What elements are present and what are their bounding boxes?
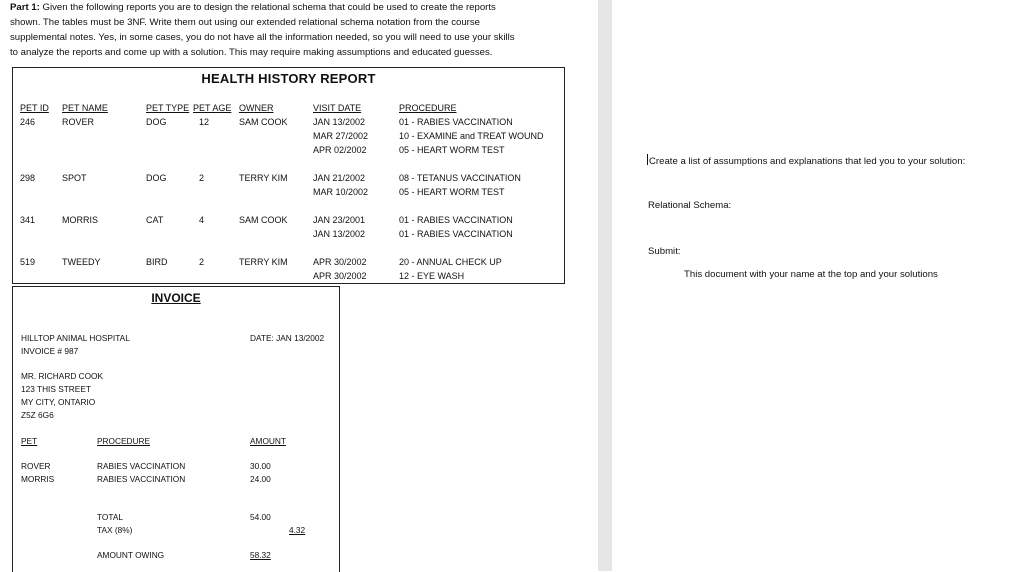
invoice-number: INVOICE # 987 [21, 346, 79, 356]
assumptions-prompt[interactable] [647, 154, 965, 167]
submit-instructions: This document with your name at the top and your solutions [684, 269, 938, 280]
amount-owing-label: AMOUNT OWING [97, 550, 165, 560]
visit-date-cell: APR 30/2002 [313, 271, 367, 281]
page-gutter [598, 0, 612, 571]
total-label: TOTAL [97, 512, 123, 522]
column-header-pet-id: PET ID [20, 103, 49, 113]
pet-age-cell: 2 [199, 257, 205, 267]
owner-cell: TERRY KIM [239, 257, 288, 267]
visit-date-cell: JAN 13/2002 [313, 229, 366, 239]
total-amount: 54.00 [250, 512, 271, 522]
tax-amount: 4.32 [289, 525, 306, 535]
pet-id-cell: 341 [20, 215, 36, 225]
clinic-name: HILLTOP ANIMAL HOSPITAL [21, 333, 130, 343]
visit-date-cell: JAN 21/2002 [313, 173, 366, 183]
pet-name-cell: ROVER [62, 117, 95, 127]
visit-date-cell: MAR 10/2002 [313, 187, 369, 197]
procedure-cell: 12 - EYE WASH [399, 271, 465, 281]
document-page-right [612, 0, 1024, 571]
procedure-cell: 08 - TETANUS VACCINATION [399, 173, 521, 183]
invoice-header-pet: PET [21, 436, 38, 446]
pet-type-cell: DOG [146, 173, 167, 183]
pet-age-cell: 2 [199, 173, 205, 183]
visit-date-cell: JAN 23/2001 [313, 215, 366, 225]
procedure-cell: 20 - ANNUAL CHECK UP [399, 257, 502, 267]
invoice-header-amount: AMOUNT [250, 436, 286, 446]
procedure-cell: 05 - HEART WORM TEST [399, 187, 505, 197]
instructions-paragraph [10, 0, 570, 60]
procedure-cell: 01 - RABIES VACCINATION [399, 229, 513, 239]
owner-cell: TERRY KIM [239, 173, 288, 183]
invoice-procedure-cell: RABIES VACCINATION [97, 474, 186, 484]
procedure-cell: 05 - HEART WORM TEST [399, 145, 505, 155]
visit-date-cell: JAN 13/2002 [313, 117, 366, 127]
procedure-cell: 01 - RABIES VACCINATION [399, 117, 513, 127]
report-title: HEALTH HISTORY REPORT [201, 71, 376, 86]
invoice-pet-cell: ROVER [21, 461, 51, 471]
column-header-pet-age: PET AGE [193, 103, 232, 113]
pet-type-cell: CAT [146, 215, 164, 225]
instructions-line: supplemental notes. Yes, in some cases, you do not have all the information needed, so you will need to use your skills [10, 32, 515, 43]
address-line: Z5Z 6G6 [21, 410, 54, 420]
invoice-pet-cell: MORRIS [21, 474, 55, 484]
pet-id-cell: 519 [20, 257, 36, 267]
procedure-cell: 10 - EXAMINE and TREAT WOUND [399, 131, 544, 141]
owner-cell: SAM COOK [239, 117, 288, 127]
text-cursor [647, 154, 648, 165]
pet-age-cell: 12 [199, 117, 210, 127]
part-label: Part 1: [10, 2, 40, 13]
column-header-pet-name: PET NAME [62, 103, 108, 113]
relational-schema-heading: Relational Schema: [648, 200, 732, 211]
visit-date-cell: MAR 27/2002 [313, 131, 369, 141]
column-header-owner: OWNER [239, 103, 274, 113]
column-header-procedure: PROCEDURE [399, 103, 457, 113]
assumptions-prompt-text: Create a list of assumptions and explanations that led you to your solution: [649, 156, 966, 167]
pet-type-cell: BIRD [146, 257, 168, 267]
pet-type-cell: DOG [146, 117, 167, 127]
invoice-header-procedure: PROCEDURE [97, 436, 151, 446]
pet-age-cell: 4 [199, 215, 205, 225]
submit-heading: Submit: [648, 246, 681, 257]
amount-owing-value: 58.32 [250, 550, 271, 560]
invoice-procedure-cell: RABIES VACCINATION [97, 461, 186, 471]
procedure-cell: 01 - RABIES VACCINATION [399, 215, 513, 225]
column-header-visit-date: VISIT DATE [313, 103, 362, 113]
column-header-pet-type: PET TYPE [146, 103, 190, 113]
health-history-report [12, 67, 565, 284]
pet-id-cell: 298 [20, 173, 36, 183]
address-line: MR. RICHARD COOK [21, 371, 104, 381]
pet-name-cell: TWEEDY [62, 257, 101, 267]
invoice-date: DATE: JAN 13/2002 [250, 333, 325, 343]
invoice [12, 286, 340, 572]
owner-cell: SAM COOK [239, 215, 288, 225]
address-line: MY CITY, ONTARIO [21, 397, 96, 407]
pet-name-cell: MORRIS [62, 215, 98, 225]
instructions-line: shown. The tables must be 3NF. Write them out using our extended relational schema notation from the course [10, 17, 480, 28]
tax-label: TAX (8%) [97, 525, 133, 535]
invoice-title: INVOICE [151, 291, 201, 305]
visit-date-cell: APR 02/2002 [313, 145, 367, 155]
pet-name-cell: SPOT [62, 173, 87, 183]
instructions-line: to analyze the reports and come up with a solution. This may require making assumptions and educated guesses. [10, 47, 493, 58]
address-line: 123 THIS STREET [21, 384, 91, 394]
invoice-amount-cell: 24.00 [250, 474, 271, 484]
instructions-line: Given the following reports you are to design the relational schema that could be used to create the reports [42, 2, 496, 13]
invoice-amount-cell: 30.00 [250, 461, 271, 471]
visit-date-cell: APR 30/2002 [313, 257, 367, 267]
pet-id-cell: 246 [20, 117, 36, 127]
